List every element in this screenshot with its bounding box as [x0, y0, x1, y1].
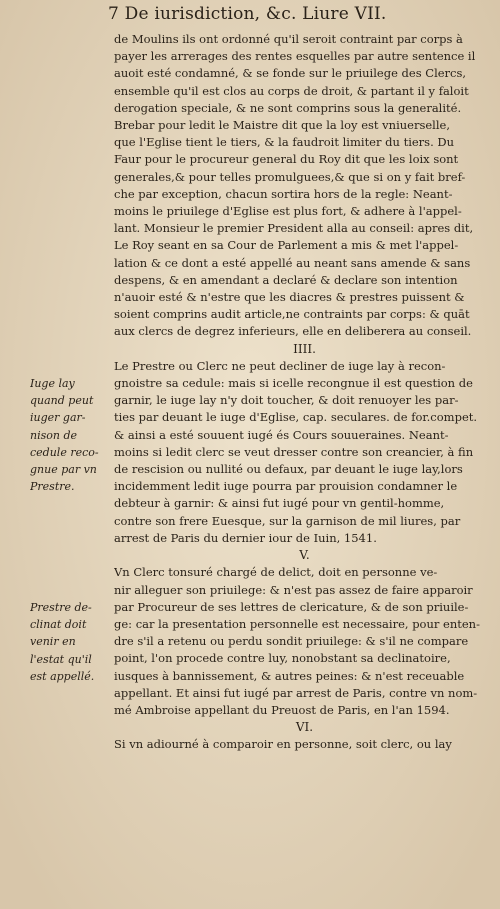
text-line: aux clercs de degrez inferieurs, elle en deliberera au conseil. [114, 324, 472, 339]
text-line: derogation speciale, & ne sont comprins sous la generalité. [114, 100, 462, 115]
text-line: debteur à garnir: & ainsi fut iugé pour vn gentil-homme, [114, 496, 445, 511]
section-6-paragraph [114, 736, 495, 753]
text-line: point, l'on procede contre luy, nonobstant sa declinatoire, [114, 651, 451, 666]
section-5-paragraph [114, 564, 495, 719]
text-line: Brebar pour ledit le Maistre dit que la loy est vniuerselle, [114, 118, 450, 133]
text-line: lation & ce dont a esté appellé au neant sans amende & sans [114, 255, 471, 270]
text-line: que l'Eglise tient le tiers, & la faudroit limiter du tiers. Du [114, 135, 455, 150]
text-line: Si vn adiourné à comparoir en personne, soit clerc, ou lay [114, 737, 452, 752]
text-line: par Procureur de ses lettres de clericature, & de son priuile- [114, 599, 469, 614]
text-line: generales,& pour telles promulguees,& que si on y fait bref- [114, 169, 466, 184]
margin-line: l'estat qu'il [30, 652, 92, 666]
text-line: ensemble qu'il est clos au corps de droit, & partant il y faloit [114, 83, 469, 98]
text-line: garnir, le iuge lay n'y doit toucher, & doit renuoyer les par- [114, 393, 459, 408]
text-line: gnoistre sa cedule: mais si icelle recongnue il est question de [114, 376, 473, 391]
main-text [114, 31, 495, 754]
text-line: moins le priuilege d'Eglise est plus fort, & adhere à l'appel- [114, 204, 462, 219]
text-line: nir alleguer son priuilege: & n'est pas assez de faire apparoir [114, 582, 473, 597]
text-line: appellant. Et ainsi fut iugé par arrest de Paris, contre vn nom- [114, 685, 478, 700]
margin-line: nison de [30, 428, 78, 442]
text-line: che par exception, chacun sortira hors de la regle: Neant- [114, 186, 453, 201]
section-4-paragraph [114, 358, 495, 547]
margin-line: est appellé. [30, 669, 95, 683]
text-line: soient comprins audit article,ne contraints par corps: & quāt [114, 307, 470, 322]
margin-line: Prestre. [30, 480, 75, 494]
text-line: Vn Clerc tonsuré chargé de delict, doit en personne ve- [114, 565, 438, 580]
text-line: contre son frere Euesque, sur la garnison de mil liures, par [114, 513, 461, 528]
text-line: Faur pour le procureur general du Roy dit que les loix sont [114, 152, 459, 167]
margin-line: Prestre de- [30, 601, 92, 614]
text-line: dre s'il a retenu ou perdu sondit priuilege: & s'il ne compare [114, 634, 469, 649]
section-number-5: V. [299, 548, 310, 563]
margin-line: iuger gar- [30, 411, 86, 425]
margin-line: venir en [30, 635, 76, 649]
section-number-4: IIII. [293, 341, 316, 356]
text-line: iusques à bannissement, & autres peines: & n'est receuable [114, 668, 465, 683]
margin-line: cedule reco- [30, 445, 99, 459]
text-line: Le Prestre ou Clerc ne peut decliner de iuge lay à recon- [114, 358, 446, 373]
text-line: de rescision ou nullité ou defaux, par deuant le iuge lay,lors [114, 462, 463, 477]
margin-note-iuge-lay [30, 375, 114, 495]
margin-line: quand peut [30, 394, 94, 408]
text-line: moins si ledit clerc se veut dresser contre son creancier, à fin [114, 444, 474, 459]
text-line: despens, & en amendant a declaré & declare son intention [114, 272, 458, 287]
text-line: lant. Monsieur le premier President alla au conseil: apres dit, [114, 221, 474, 236]
running-header: 7 De iurisdiction, &c. Liure VII. [108, 4, 387, 24]
text-line: ties par deuant le iuge d'Eglise, cap. seculares. de for.compet. [114, 410, 478, 425]
text-line: mé Ambroise appellant du Preuost de Paris, en l'an 1594. [114, 702, 450, 717]
text-line: Le Roy seant en sa Cour de Parlement a mis & met l'appel- [114, 238, 459, 253]
section-number-6: VI. [295, 720, 314, 735]
text-line: arrest de Paris du dernier iour de Iuin, 1541. [114, 530, 377, 545]
text-line: payer les arrerages des rentes esquelles par autre sentence il [114, 49, 476, 64]
text-line: n'auoir esté & n'estre que les diacres & prestres puissent & [114, 290, 465, 305]
text-line: auoit esté condamné, & se fonde sur le priuilege des Clercs, [114, 66, 467, 81]
margin-line: Iuge lay [30, 377, 75, 390]
text-line: ge: car la presentation personnelle est necessaire, pour enten- [114, 616, 480, 631]
paragraph-continued [114, 31, 495, 341]
margin-line: gnue par vn [30, 463, 97, 477]
margin-line: clinat doit [30, 618, 87, 632]
text-line: & ainsi a esté souuent iugé és Cours souueraines. Neant- [114, 427, 449, 442]
margin-note-prestre [30, 599, 114, 685]
text-line: incidemment ledit iuge pourra par prouision condamner le [114, 479, 458, 494]
text-line: de Moulins ils ont ordonné qu'il seroit contraint par corps à [114, 32, 463, 46]
